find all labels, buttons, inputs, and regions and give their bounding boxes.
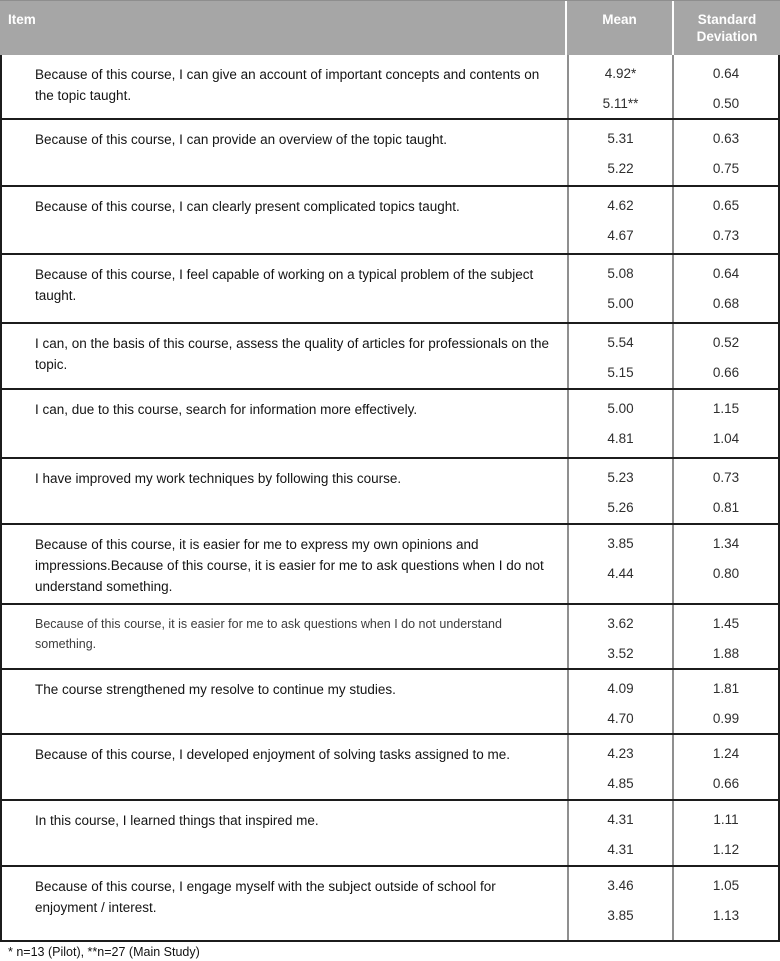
mean-values [567, 120, 672, 185]
mean-value-pilot: 4.23 [607, 745, 634, 761]
mean-value-main: 4.44 [607, 565, 634, 581]
table-header-row [0, 0, 780, 55]
item-text: I can, due to this course, search for information more effectively. [35, 402, 418, 417]
table-row [0, 605, 780, 670]
table-row [0, 867, 780, 942]
sd-value-pilot: 1.24 [712, 745, 740, 761]
item-text: Because of this course, it is easier for me to express my own opinions and impressions.Because of this course, it is easier for me to ask questions when I do not understand something. [35, 537, 544, 594]
item-text: Because of this course, I engage myself with the subject outside of school for enjoyment / interest. [35, 879, 496, 915]
sd-values [672, 670, 778, 733]
sd-value-pilot: 0.73 [712, 469, 740, 485]
sd-value-main: 0.68 [712, 295, 740, 311]
sd-values [672, 801, 778, 865]
mean-values [567, 324, 672, 388]
sd-value-main: 0.50 [712, 95, 740, 111]
sd-values [672, 459, 778, 523]
mean-value-pilot: 5.31 [607, 130, 634, 146]
item-text: Because of this course, I developed enjoyment of solving tasks assigned to me. [35, 747, 511, 762]
sd-values [672, 605, 778, 668]
sd-value-main: 0.80 [712, 565, 740, 581]
sd-values [672, 255, 778, 322]
item-text: Because of this course, I can give an account of important concepts and contents on the topic taught. [35, 67, 540, 103]
mean-value-pilot: 4.09 [607, 680, 634, 696]
table-row [0, 390, 780, 459]
item-text: In this course, I learned things that inspired me. [35, 813, 319, 828]
mean-value-pilot: 3.62 [607, 615, 634, 631]
mean-value-pilot: 5.08 [607, 265, 634, 281]
mean-values [567, 390, 672, 457]
mean-values [567, 867, 672, 940]
mean-value-pilot: 5.23 [607, 469, 634, 485]
mean-value-pilot: 3.85 [607, 535, 634, 551]
table-row [0, 459, 780, 525]
mean-values [567, 255, 672, 322]
mean-value-main: 4.81 [607, 430, 634, 446]
sd-values [672, 525, 778, 603]
mean-value-main: 3.52 [607, 645, 634, 661]
sd-values [672, 390, 778, 457]
table-row [0, 187, 780, 255]
mean-value-pilot: 3.46 [607, 877, 634, 893]
mean-value-main: 5.22 [607, 160, 634, 176]
sd-values [672, 324, 778, 388]
mean-value-pilot: 4.31 [607, 811, 634, 827]
table-body [0, 55, 780, 942]
sd-values [672, 55, 778, 118]
mean-values [567, 605, 672, 668]
sd-value-main: 0.75 [712, 160, 740, 176]
item-text: Because of this course, I can clearly present complicated topics taught. [35, 199, 460, 214]
item-text: The course strengthened my resolve to continue my studies. [35, 682, 396, 697]
table-row [0, 525, 780, 605]
sd-value-main: 0.99 [712, 710, 740, 726]
column-header-item: Item [8, 12, 36, 27]
table-row [0, 120, 780, 187]
sd-value-pilot: 0.64 [712, 65, 740, 81]
mean-value-main: 4.31 [607, 841, 634, 857]
mean-values [567, 801, 672, 865]
mean-values [567, 459, 672, 523]
mean-value-pilot: 4.62 [607, 197, 634, 213]
column-header-mean: Mean [565, 1, 672, 55]
mean-values [567, 735, 672, 799]
mean-value-main: 5.00 [607, 295, 634, 311]
sd-value-main: 1.13 [712, 907, 740, 923]
mean-value-main: 5.15 [607, 364, 634, 380]
mean-value-pilot: 4.92* [604, 65, 637, 81]
sd-value-main: 0.81 [712, 499, 740, 515]
sd-value-pilot: 1.81 [712, 680, 740, 696]
sd-value-main: 1.88 [712, 645, 740, 661]
table-row [0, 735, 780, 801]
table-row [0, 55, 780, 120]
sd-value-pilot: 1.34 [712, 535, 740, 551]
sd-value-main: 1.04 [712, 430, 740, 446]
sd-values [672, 187, 778, 253]
column-header-standard-deviation: Standard Deviation [672, 1, 780, 55]
table-row [0, 801, 780, 867]
item-text: Because of this course, I can provide an overview of the topic taught. [35, 132, 447, 147]
mean-values [567, 525, 672, 603]
mean-value-main: 4.70 [607, 710, 634, 726]
sd-value-main: 1.12 [712, 841, 740, 857]
sd-values [672, 120, 778, 185]
sd-value-pilot: 1.11 [713, 811, 739, 827]
sd-value-main: 0.66 [712, 364, 740, 380]
item-text: I have improved my work techniques by following this course. [35, 471, 402, 486]
sd-value-main: 0.66 [712, 775, 740, 791]
sd-value-pilot: 0.63 [712, 130, 740, 146]
mean-values [567, 187, 672, 253]
table-row [0, 670, 780, 735]
item-text: Because of this course, I feel capable of working on a typical problem of the subject taught. [35, 267, 534, 303]
table-footnote: * n=13 (Pilot), **n=27 (Main Study) [8, 945, 200, 959]
sd-value-pilot: 1.15 [712, 400, 740, 416]
sd-value-pilot: 0.52 [712, 334, 740, 350]
mean-value-main: 4.67 [607, 227, 634, 243]
mean-value-main: 3.85 [607, 907, 634, 923]
mean-value-main: 5.11** [602, 95, 639, 111]
mean-values [567, 55, 672, 118]
sd-value-pilot: 1.45 [712, 615, 740, 631]
sd-value-pilot: 0.65 [712, 197, 740, 213]
sd-value-pilot: 1.05 [712, 877, 740, 893]
sd-values [672, 735, 778, 799]
sd-value-pilot: 0.64 [712, 265, 740, 281]
sd-values [672, 867, 778, 940]
sd-value-main: 0.73 [712, 227, 740, 243]
mean-value-pilot: 5.00 [607, 400, 634, 416]
item-text: Because of this course, it is easier for me to ask questions when I do not understand something. [35, 617, 502, 651]
table-row [0, 255, 780, 324]
table-row [0, 324, 780, 390]
mean-value-pilot: 5.54 [607, 334, 634, 350]
mean-value-main: 5.26 [607, 499, 634, 515]
mean-values [567, 670, 672, 733]
item-text: I can, on the basis of this course, assess the quality of articles for professionals on the topic. [35, 336, 550, 372]
mean-value-main: 4.85 [607, 775, 634, 791]
